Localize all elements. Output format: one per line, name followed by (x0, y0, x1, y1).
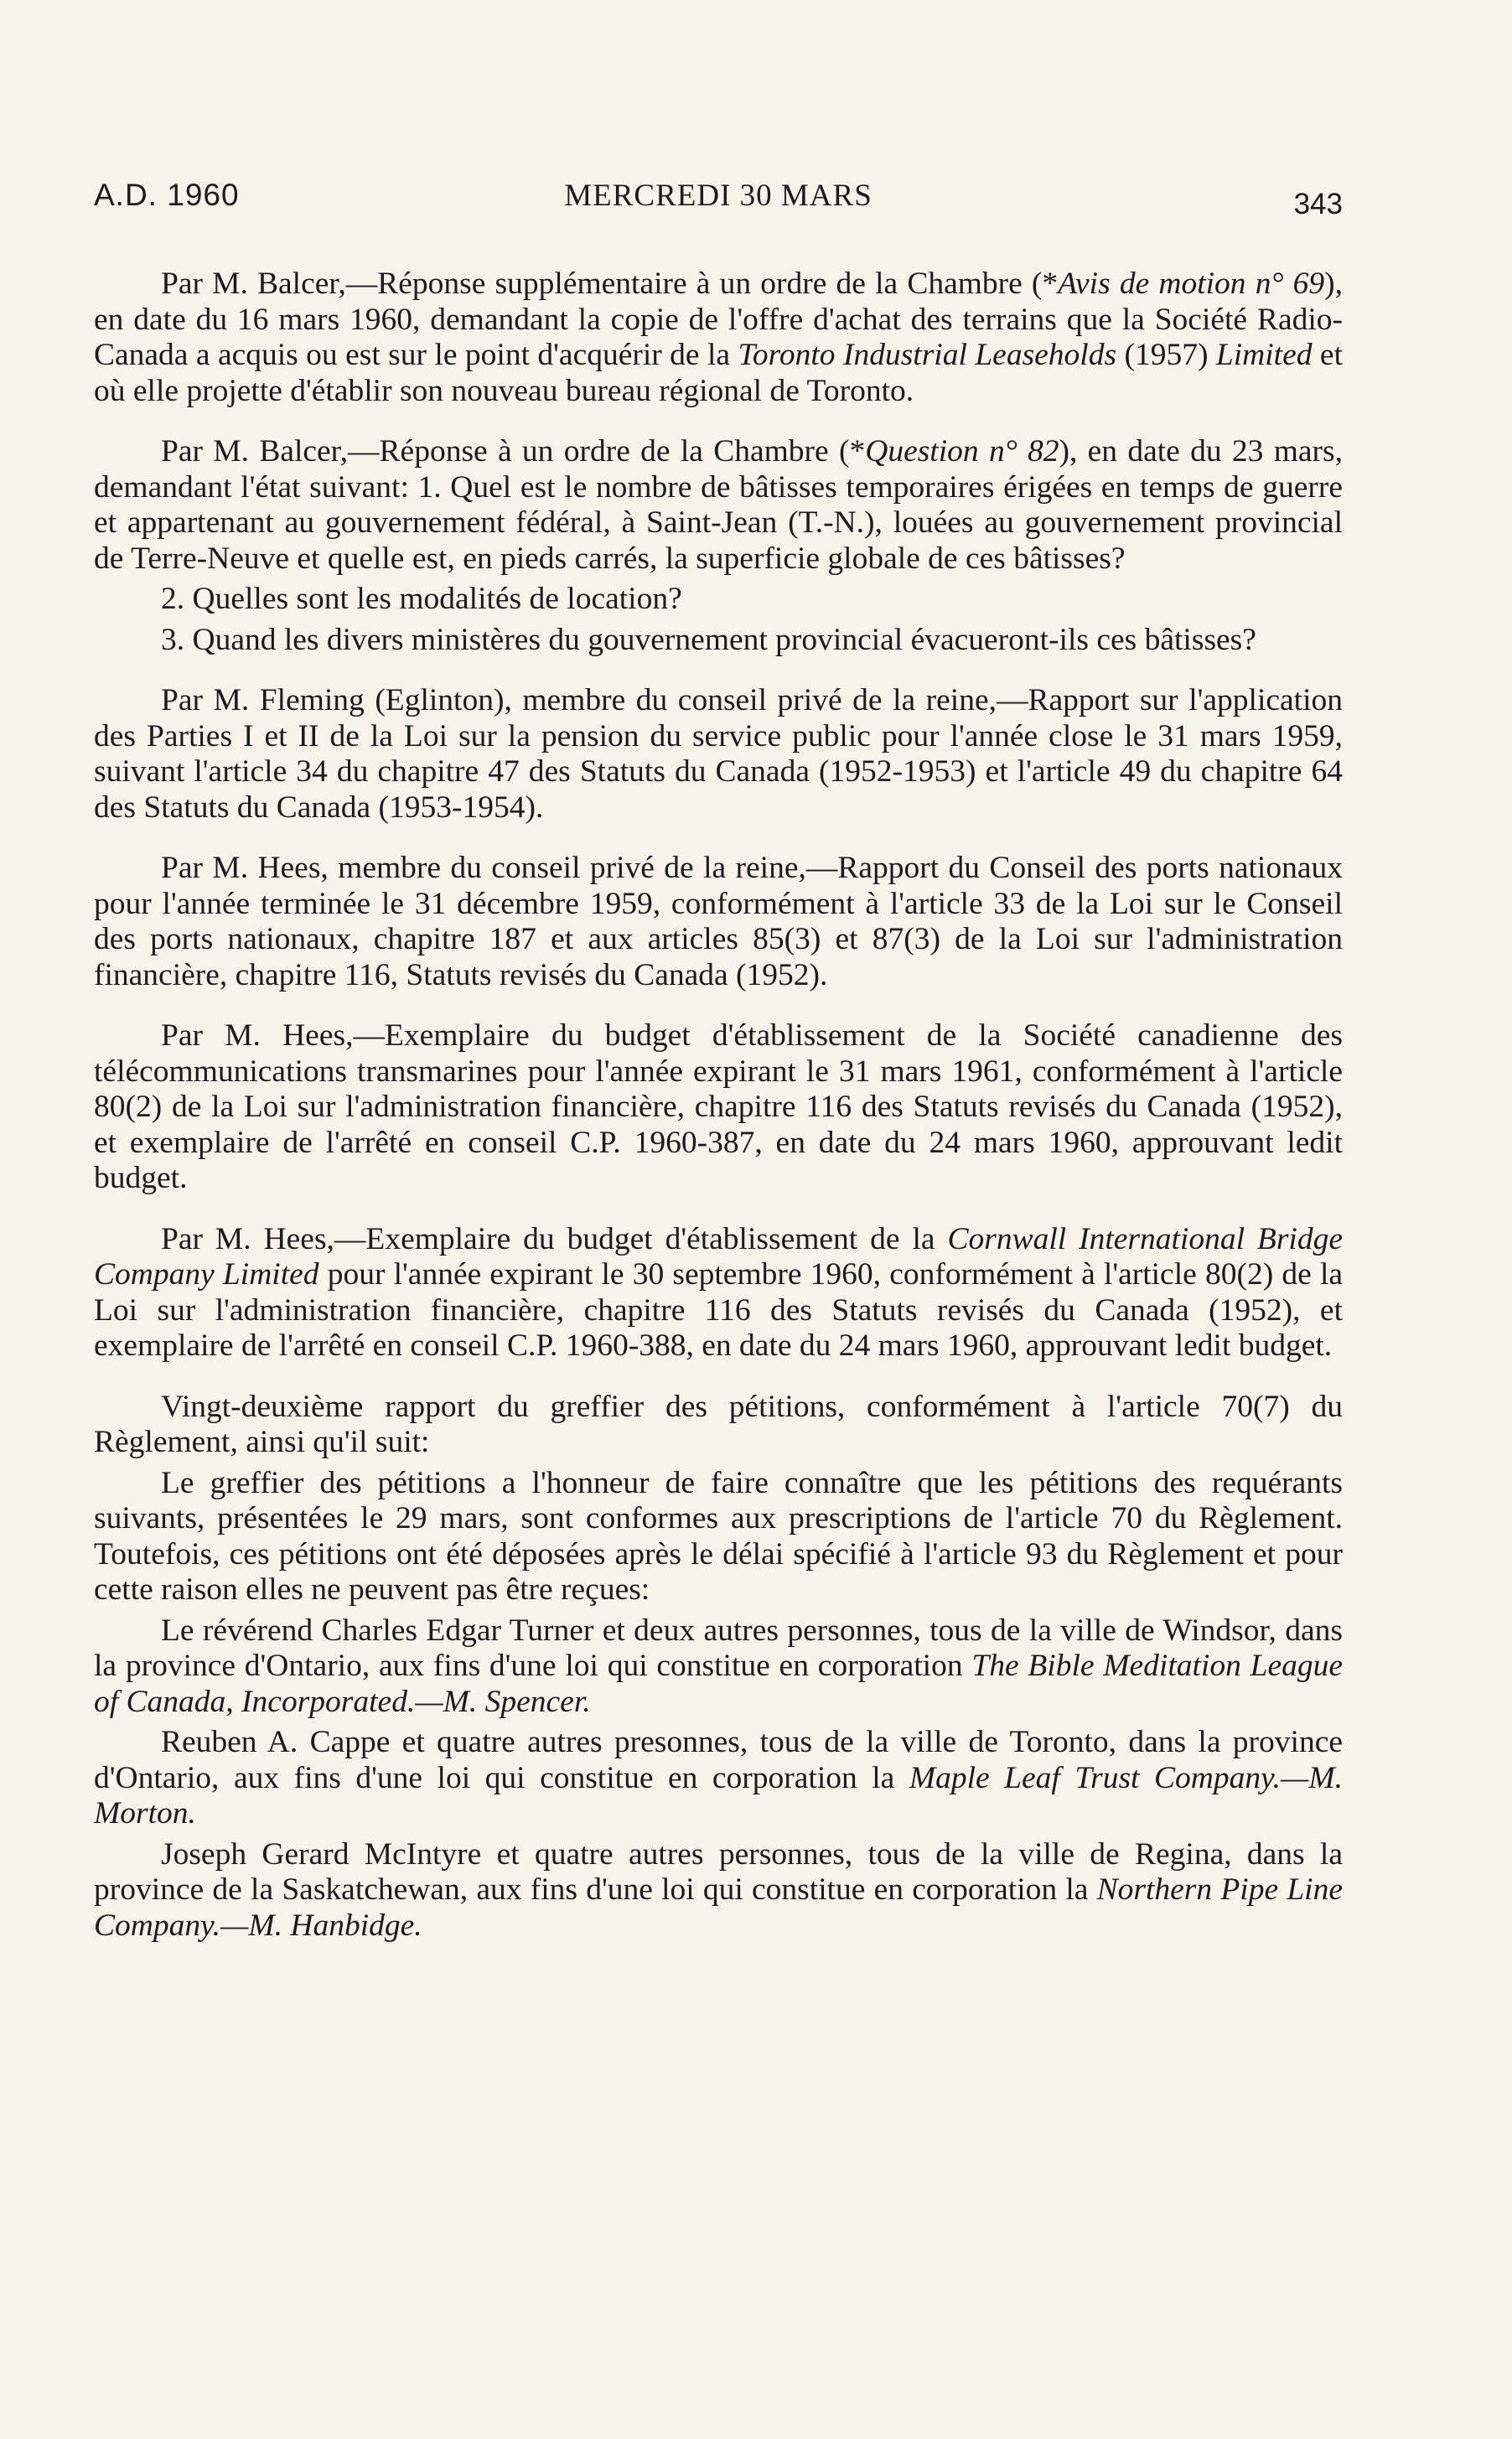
paragraph-fleming: Par M. Fleming (Eglinton), membre du conseil privé de la reine,—Rapport sur l'application des Parties I et II de la Loi sur la pension du service public pour l'année close le 31 mars 1959, suivant l'article 34 du chapitre 47 des Statuts du Canada (1952-1953) et l'article 49 du chapitre 64 des Statuts du Canada (1953-1954). (94, 683, 1343, 825)
paragraph-petitions-report: Vingt-deuxième rapport du greffier des pétitions, conformément à l'article 70(7) du Règlement, ainsi qu'il suit: (94, 1389, 1343, 1459)
text-run: Par M. Balcer,—Réponse supplémentaire à un ordre de la Chambre (* (161, 267, 1059, 301)
italic-run: The Bible Meditation League of Canada, Incorporated.—M. Spencer. (94, 1649, 1343, 1719)
text-run: Reuben A. Cappe et quatre autres presonnes, tous de la ville de Toronto, dans la province d'Ontario, aux fins d'une loi qui constitue en corporation la (94, 1725, 1343, 1795)
header-year: A.D. 1960 (94, 178, 240, 212)
paragraph-hees-2: Par M. Hees,—Exemplaire du budget d'établissement de la Société canadienne des télécommunications transmarines pour l'année expirant le 31 mars 1961, conformément à l'article 80(2) de la Loi sur l'administration financière, chapitre 116 des Statuts revisés du Canada (1952), et exemplaire de l'arrêté en conseil C.P. 1960-387, en date du 24 mars 1960, approuvant ledit budget. (94, 1018, 1343, 1195)
question-item-2: 2. Quelles sont les modalités de location? (161, 582, 682, 616)
text-run: et où elle projette d'établir son nouveau bureau régional de Toronto. (94, 338, 1343, 408)
paragraph-hees-3 (94, 1222, 1343, 1364)
italic-run: Northern Pipe Line Company.—M. Hanbidge. (94, 1872, 1343, 1943)
paragraph-balcer-1 (94, 267, 1343, 409)
header-date: MERCREDI 30 MARS (564, 179, 873, 213)
page-number: 343 (1293, 188, 1343, 220)
text-run: ), en date du 23 mars, demandant l'état suivant: 1. Quel est le nombre de bâtisses temporaires érigées en temps de guerre et appartenant au gouvernement fédéral, à Saint-Jean (T.-N.), louées au gouvernement provincial de Terre-Neuve et quelle est, en pieds carrés, la superficie globale de ces bâtisses? (94, 434, 1344, 576)
text-run: pour l'année expirant le 30 septembre 1960, conformément à l'article 80(2) de la Loi sur l'administration financière, chapitre 116 des Statuts revisés du Canada (1952), et exemplaire de l'arrêté en conseil C.P. 1960-388, en date du 24 mars 1960, approuvant ledit budget. (94, 1257, 1344, 1363)
text-run: Par M. Balcer,—Réponse à un ordre de la Chambre (* (161, 434, 866, 469)
text-run: Le révérend Charles Edgar Turner et deux autres personnes, tous de la ville de Windsor, dans la province d'Ontario, aux fins d'une loi qui constitue en corporation (94, 1613, 1343, 1683)
text-run: (1957) (1116, 338, 1216, 372)
petition-mcintyre (94, 1837, 1343, 1944)
italic-run: Limited (1215, 338, 1313, 372)
paragraph-balcer-2 (94, 434, 1343, 577)
text-run: ), en date du 16 mars 1960, demandant la copie de l'offre d'achat des terrains que la Société Radio-Canada a acquis ou est sur le point d'acquérir de la (94, 267, 1343, 372)
italic-run: Question n° 82 (865, 434, 1059, 469)
text-run: Par M. Hees,—Exemplaire du budget d'établissement de la (161, 1221, 948, 1256)
page-header (94, 178, 1343, 228)
text-run: Joseph Gerard McIntyre et quatre autres personnes, tous de la ville de Regina, dans la province de la Saskatchewan, aux fins d'une loi qui constitue en corporation la (94, 1836, 1343, 1907)
page-body (94, 267, 1343, 1944)
question-item-3: 3. Quand les divers ministères du gouvernement provincial évacueront-ils ces bâtisses? (161, 622, 1256, 657)
italic-run: Toronto Industrial Leaseholds (738, 338, 1117, 372)
italic-run: Avis de motion n° 69 (1058, 267, 1325, 301)
petition-turner (94, 1613, 1343, 1721)
paragraph-petitions-clerk: Le greffier des pétitions a l'honneur de faire connaître que les pétitions des requérants suivants, présentées le 29 mars, sont conformes aux prescriptions de l'article 70 du Règlement. Toutefois, ces pétitions ont été déposées après le délai spécifié à l'article 93 du Règlement et pour cette raison elles ne peuvent pas être reçues: (94, 1465, 1343, 1607)
paragraph-hees-1: Par M. Hees, membre du conseil privé de la reine,—Rapport du Conseil des ports nationaux pour l'année terminée le 31 décembre 1959, conformément à l'article 33 de la Loi sur le Conseil des ports nationaux, chapitre 187 et aux articles 85(3) et 87(3) de la Loi sur l'administration financière, chapitre 116, Statuts revisés du Canada (1952). (94, 851, 1343, 992)
petition-cappe (94, 1725, 1343, 1832)
italic-run: Maple Leaf Trust Company.—M. Morton. (94, 1760, 1343, 1831)
italic-run: Cornwall International Bridge Company Limited (94, 1221, 1343, 1292)
